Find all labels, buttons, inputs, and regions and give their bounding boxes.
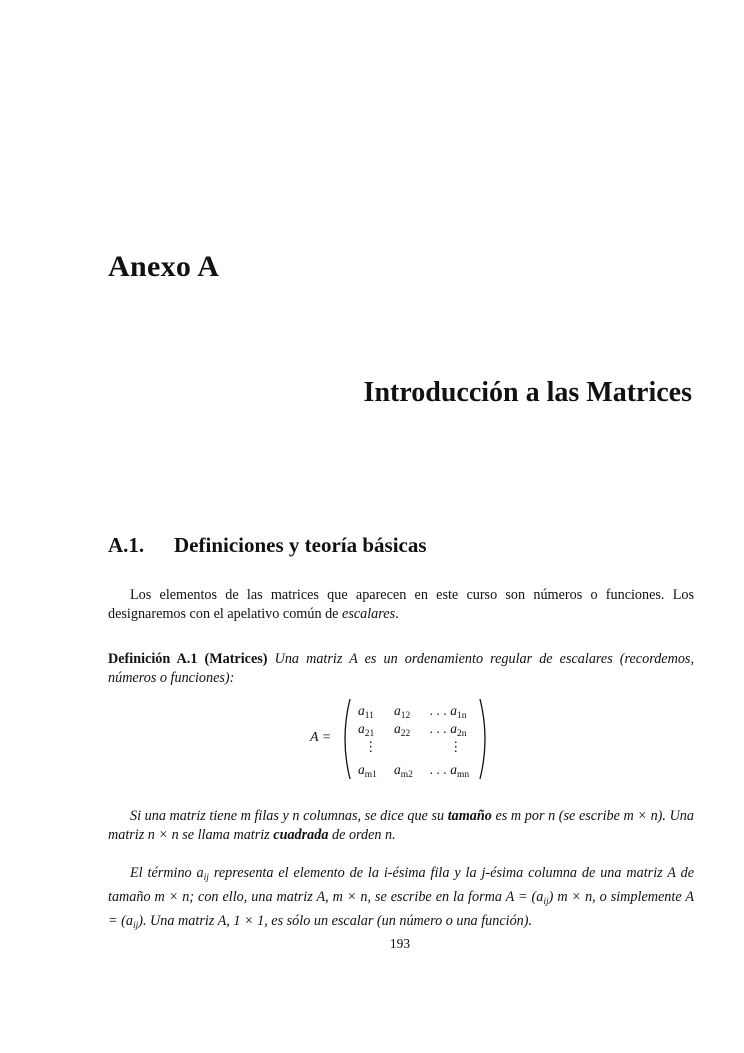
matrix-vdots: ⋮	[449, 739, 463, 754]
matrix-equation	[310, 697, 500, 781]
matrix-entry: . . . $a_{2n}$	[430, 721, 467, 739]
chapter-title: Introducción a las Matrices	[363, 377, 692, 408]
intro-paragraph	[108, 586, 694, 624]
matrix-entry: . . . $a_{mn}$	[430, 762, 470, 780]
section-heading	[108, 533, 427, 558]
intro-text-end: .	[395, 606, 399, 622]
definition-paragraph	[108, 650, 694, 688]
intro-text: Los elementos de las matrices que aparecen en este curso son números o funciones. Los designaremos con el apelativo común de	[108, 587, 694, 622]
matrix-entry: $a_{m2}$	[394, 762, 413, 780]
element-paragraph: El término $a_{ij}$ representa el elemento de la i-ésima fila y la j-ésima columna de una matriz A de tamaño m × n; con ello, una matriz A, m × n, se escribe en la forma $A = (a_{ij}) m \times n$, o simplemente $A = (a_{ij})$. Una matriz A, 1 × 1, es sólo un escalar (un número o una función).	[108, 865, 695, 931]
intro-emphasis: escalares	[342, 606, 396, 622]
matrix-entry: $a_{m1}$	[358, 762, 377, 780]
matrix-entry: $a_{12}$	[394, 703, 411, 721]
matrix-entry: $a_{11}$	[358, 703, 374, 721]
page-number: 193	[389, 936, 411, 951]
matrix-entry: $a_{21}$	[358, 721, 375, 739]
matrix-entry: . . . $a_{1n}$	[430, 703, 467, 721]
term-size: tamaño	[447, 808, 492, 824]
section-title: Definiciones y teoría básicas	[174, 533, 427, 557]
term-square: cuadrada	[273, 827, 329, 843]
definition-head: Definición A.1 (Matrices)	[108, 651, 268, 667]
annex-title: Anexo A	[108, 250, 220, 283]
size-paragraph: Si una matriz tiene m filas y n columnas, se dice que su tamaño es m por n (se escribe m × n). Una matriz n × n se llama matriz cuadrada de orden n.	[108, 808, 694, 843]
matrix-vdots: ⋮	[364, 739, 378, 754]
definition-text: Una matriz A es un ordenamiento regular de escalares (recordemos, números o funciones):	[108, 651, 694, 686]
section-number: A.1.	[108, 533, 145, 557]
matrix-entry: $a_{22}$	[394, 721, 411, 739]
matrix-lhs: A =	[310, 730, 332, 745]
